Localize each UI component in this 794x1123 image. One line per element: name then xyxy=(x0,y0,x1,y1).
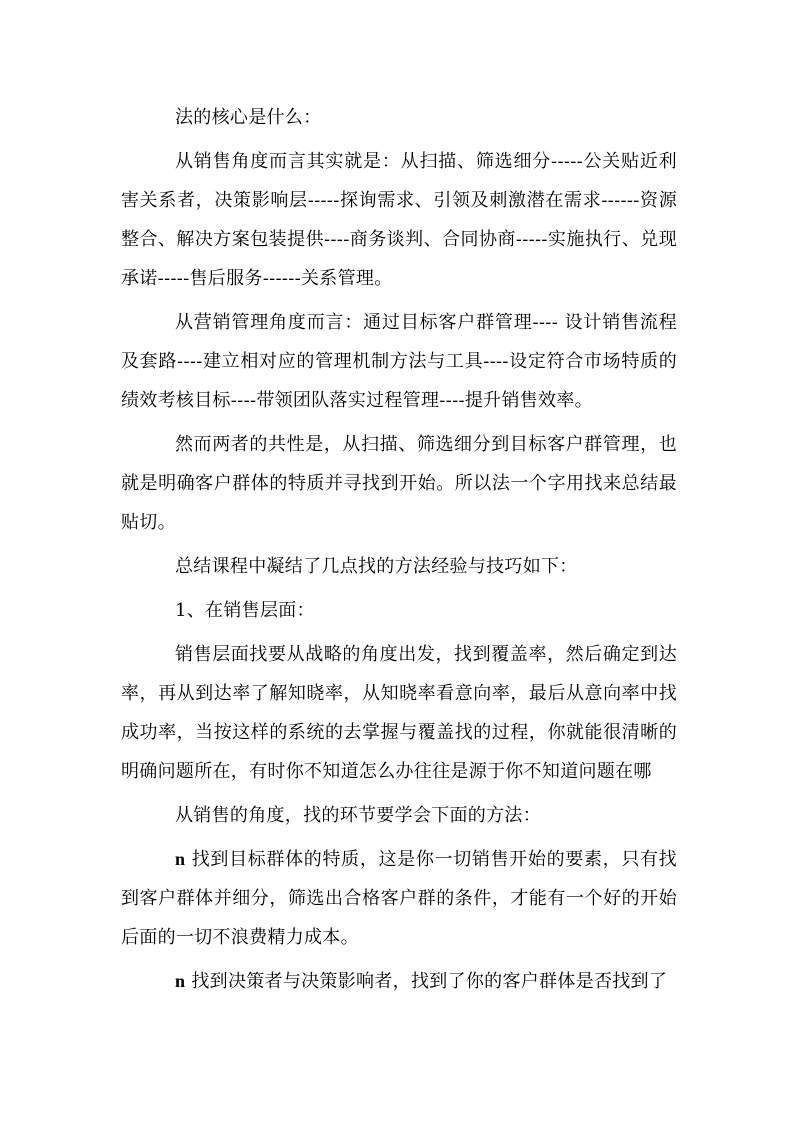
paragraph-intro: 法的核心是什么： xyxy=(175,107,322,128)
document-body xyxy=(121,98,677,1001)
paragraph-summary-intro: 总结课程中凝结了几点找的方法经验与技巧如下： xyxy=(175,556,578,577)
bullet-item xyxy=(121,840,677,957)
bullet-marker: n xyxy=(175,849,186,869)
paragraph-method-intro: 从销售的角度，找的环节要学会下面的方法： xyxy=(175,805,541,826)
bullet-text: 找到决策者与决策影响者，找到了你的客户群体是否找到了 xyxy=(191,971,668,992)
bullet-item xyxy=(121,962,677,1001)
paragraph-marketing-management: 从营销管理角度而言：通过目标客户群管理---- 设计销售流程及套路----建立相对应的管理机制方法与工具----设定符合市场特质的绩效考核目标----带领团队落实过程管理----提升销售效率。 xyxy=(121,312,677,411)
paragraph-commonality: 然而两者的共性是，从扫描、筛选细分到目标客户群管理，也就是明确客户群体的特质并寻找到开始。所以法一个字用找来总结最贴切。 xyxy=(121,434,677,533)
section-heading-sales-level: 1、在销售层面： xyxy=(175,600,315,621)
paragraph-sales-perspective: 从销售角度而言其实就是：从扫描、筛选细分-----公关贴近利害关系者，决策影响层-----探询需求、引领及刺激潜在需求------资源整合、解决方案包装提供----商务谈判、合同协商-----实施执行、兑现承诺-----售后服务------关系管理。 xyxy=(121,151,677,289)
paragraph-sales-level: 销售层面找要从战略的角度出发，找到覆盖率，然后确定到达率，再从到达率了解知晓率，从知晓率看意向率，最后从意向率中找成功率，当按这样的系统的去掌握与覆盖找的过程，你就能很清晰的明确问题所在，有时你不知道怎么办往往是源于你不知道问题在哪 xyxy=(121,644,677,782)
bullet-text: 找到目标群体的特质，这是你一切销售开始的要素，只有找到客户群体并细分，筛选出合格客户群的条件，才能有一个好的开始后面的一切不浪费精力成本。 xyxy=(121,849,677,948)
bullet-marker: n xyxy=(175,971,186,991)
